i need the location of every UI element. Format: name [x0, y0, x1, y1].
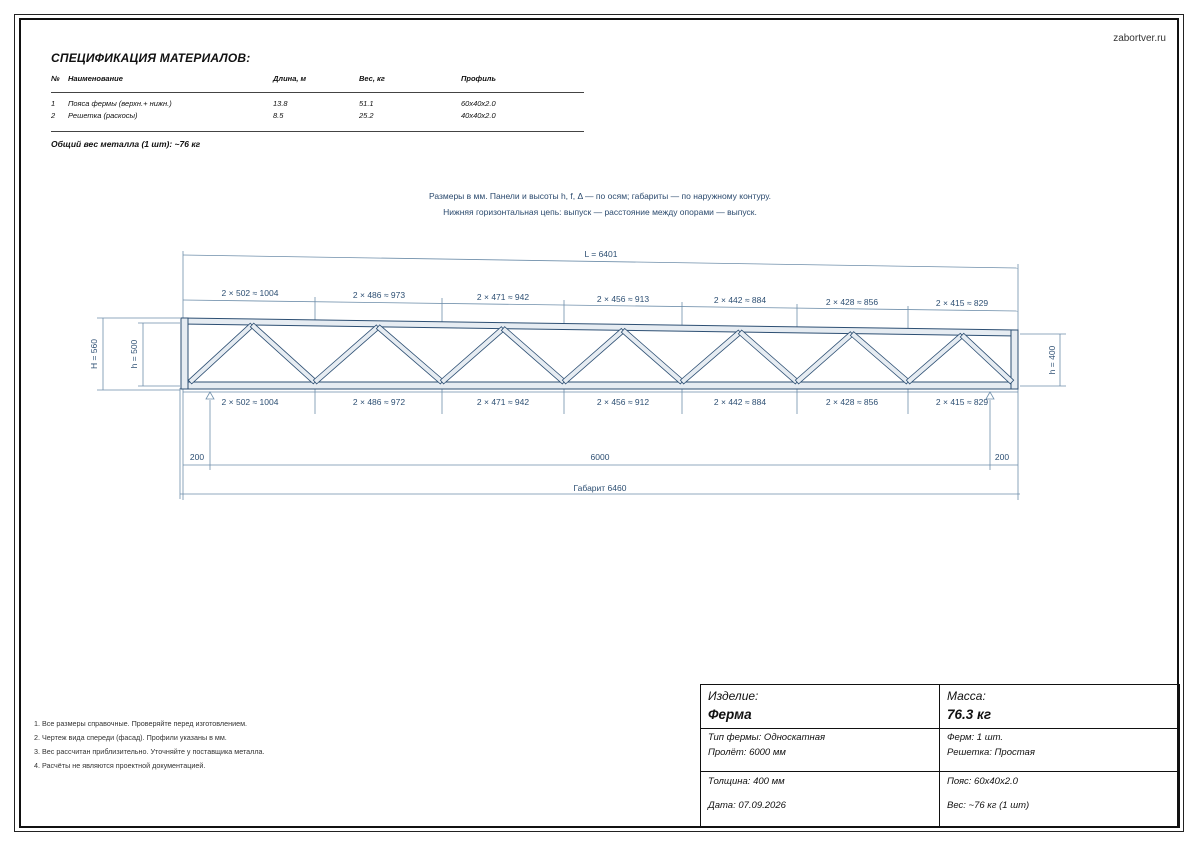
product-value: Ферма [708, 707, 752, 722]
overhang-right-label: 200 [994, 452, 1010, 462]
outer-height-label: H = 560 [89, 338, 99, 370]
truss-elevation [181, 318, 1018, 399]
overhang-left-label: 200 [189, 452, 205, 462]
title-block [700, 684, 1180, 828]
product-label: Изделие: [708, 689, 759, 703]
spec-cell: 8.5 [273, 111, 284, 120]
support-left-icon [206, 392, 214, 399]
bottom-panel-label: 2 × 442 ≈ 884 [713, 397, 767, 407]
spec-header-name: Наименование [68, 74, 123, 83]
mass-label: Масса: [947, 689, 986, 703]
web-diagonal [738, 330, 798, 384]
spec-cell: 13.8 [273, 99, 288, 108]
drawing-note-2: Нижняя горизонтальная цепь: выпуск — расстояние между опорами — выпуск. [443, 207, 757, 217]
overall-length-label: L = 6401 [584, 249, 618, 259]
thickness-value: Толщина: 400 мм [708, 776, 785, 787]
truss-type: Тип фермы: Односкатная [708, 732, 826, 743]
spec-header-weight: Вес, кг [359, 74, 385, 83]
web-diagonal [313, 325, 379, 384]
footnote: 1. Все размеры справочные. Проверяйте перед изготовлением. [34, 719, 248, 728]
web-diagonal [188, 323, 253, 384]
chord-profile: Пояс: 60x40x2.0 [947, 776, 1018, 787]
span-label: 6000 [590, 452, 610, 462]
top-panel-label: 2 × 486 ≈ 973 [352, 290, 406, 300]
truss-count: Ферм: 1 шт. [947, 732, 1004, 743]
bottom-panel-label: 2 × 428 ≈ 856 [825, 397, 879, 407]
web-diagonal [562, 328, 624, 383]
footnotes [34, 719, 265, 775]
bottom-panel-label: 2 × 456 ≈ 912 [596, 397, 650, 407]
spec-header-profile: Профиль [461, 74, 496, 83]
web-diagonal [440, 327, 504, 384]
bottom-panel-label: 2 × 415 ≈ 829 [935, 397, 989, 407]
footnote: 3. Вес рассчитан приблизительно. Уточняйте у поставщика металла. [34, 747, 265, 756]
spec-cell: 1 [51, 99, 56, 108]
drawing-note-1: Размеры в мм. Панели и высоты h, f, Δ — по осям; габариты — по наружному контуру. [428, 191, 772, 201]
spec-cell: 40x40x2.0 [461, 111, 496, 120]
spec-cell: 25.2 [359, 111, 374, 120]
web-diagonal [621, 328, 683, 383]
top-panel-label: 2 × 415 ≈ 829 [935, 298, 989, 308]
web-diagonal [376, 325, 443, 384]
spec-cell: 51.1 [359, 99, 374, 108]
spec-cell: 2 [51, 111, 56, 120]
spec-total: Общий вес металла (1 шт): ~76 кг [51, 139, 201, 149]
spec-cell: Решетка (раскосы) [68, 111, 138, 120]
web-diagonal [250, 323, 316, 384]
web-diagonal [795, 332, 853, 384]
web-diagonal [960, 333, 1013, 383]
top-chord [181, 318, 1018, 336]
spec-header-length: Длина, м [273, 74, 307, 83]
top-panel-label: 2 × 428 ≈ 856 [825, 297, 879, 307]
span-value: Пролёт: 6000 мм [708, 747, 786, 758]
spec-title: СПЕЦИФИКАЦИЯ МАТЕРИАЛОВ: [51, 51, 251, 65]
bottom-panel-label: 2 × 486 ≈ 972 [352, 397, 406, 407]
spec-header-num: № [51, 74, 60, 83]
top-panel-label: 2 × 442 ≈ 884 [713, 295, 767, 305]
top-panel-label: 2 × 456 ≈ 913 [596, 294, 650, 304]
mass-value: 76.3 кг [947, 707, 992, 722]
web-diagonal [850, 332, 909, 384]
bottom-chord [181, 382, 1018, 389]
web-diagonal [501, 327, 565, 384]
axis-height-right-label: h = 400 [1047, 345, 1057, 375]
spec-cell: 60x40x2.0 [461, 99, 496, 108]
bottom-panel-label: 2 × 471 ≈ 942 [476, 397, 530, 407]
top-panel-label: 2 × 471 ≈ 942 [476, 292, 530, 302]
top-panel-label: 2 × 502 ≈ 1004 [221, 288, 279, 298]
total-weight: Вес: ~76 кг (1 шт) [947, 800, 1030, 811]
web-diagonal [680, 330, 741, 384]
site-label: zabortver.ru [1113, 33, 1166, 44]
footnote: 4. Расчёты не являются проектной документацией. [34, 761, 206, 770]
web-diagonal [906, 333, 963, 384]
overall-width-label: Габарит 6460 [573, 483, 627, 493]
axis-height-left-label: h = 500 [129, 339, 139, 369]
date-value: Дата: 07.09.2026 [708, 800, 786, 811]
spec-cell: Пояса фермы (верхн.+ нижн.) [68, 99, 172, 108]
end-post [181, 318, 188, 389]
footnote: 2. Чертеж вида спереди (фасад). Профили указаны в мм. [34, 733, 227, 742]
lattice-type: Решетка: Простая [947, 747, 1035, 758]
bottom-panel-label: 2 × 502 ≈ 1004 [221, 397, 279, 407]
